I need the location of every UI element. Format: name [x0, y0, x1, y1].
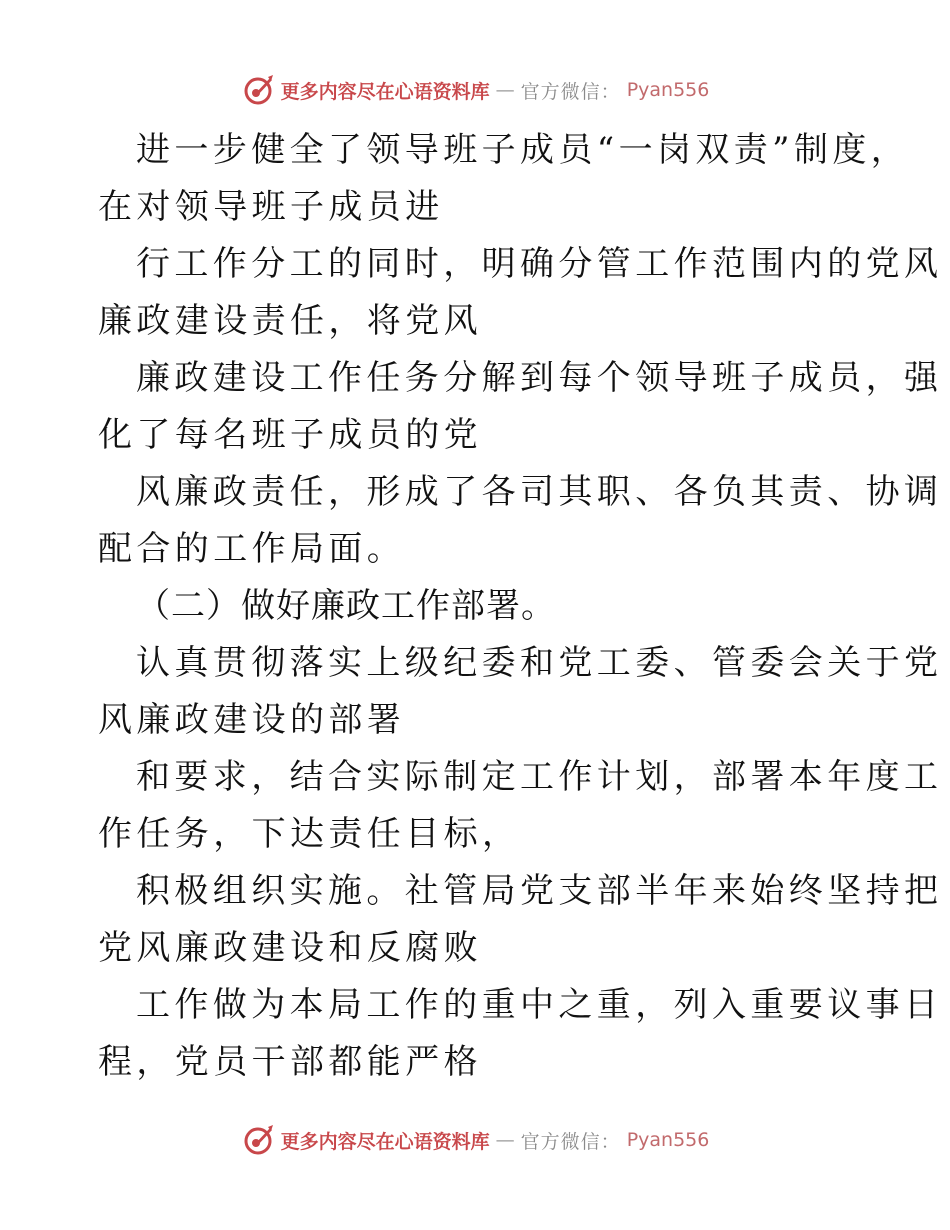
paragraph-line: 行工作分工的同时，明确分管工作范围内的党风 [136, 244, 943, 284]
banner-title: 更多内容尽在心语资料库 [280, 1130, 490, 1153]
banner-wechat-id: Pyan556 [626, 1129, 710, 1151]
paragraph-line: 认真贯彻落实上级纪委和党工委、管委会关于党 [136, 643, 943, 683]
section-heading: （二）做好廉政工作部署。 [136, 586, 556, 626]
paragraph-line: 程，党员干部都能严格 [98, 1042, 482, 1082]
paragraph-line: 进一步健全了领导班子成员“一岗双责”制度， [136, 130, 910, 170]
paragraph [98, 977, 943, 1091]
paragraph-line: 配合的工作局面。 [98, 529, 406, 569]
paragraph-line: 风廉政责任，形成了各司其职、各负其责、协调 [136, 472, 943, 512]
paragraph-line: 党风廉政建设和反腐败 [98, 928, 482, 968]
quill-seal-icon [241, 1123, 275, 1157]
banner-subtitle: 官方微信： [520, 80, 621, 103]
document-body [98, 122, 943, 1091]
paragraph-line: 廉政建设责任，将党风 [98, 301, 482, 341]
quill-seal-icon [241, 73, 275, 107]
banner-title: 更多内容尽在心语资料库 [280, 80, 490, 103]
paragraph [98, 464, 943, 578]
banner-dash: — [495, 79, 515, 101]
paragraph [98, 350, 943, 464]
paragraph [98, 863, 943, 977]
paragraph [98, 236, 943, 350]
paragraph-line: 风廉政建设的部署 [98, 700, 406, 740]
paragraph [98, 749, 943, 863]
paragraph-line: 工作做为本局工作的重中之重，列入重要议事日 [136, 985, 943, 1025]
banner-wechat-id: Pyan556 [626, 79, 710, 101]
paragraph-line: 在对领导班子成员进 [98, 187, 444, 227]
banner-dash: — [495, 1129, 515, 1151]
banner-subtitle: 官方微信： [520, 1130, 621, 1153]
paragraph [98, 635, 943, 749]
paragraph [98, 122, 910, 236]
footer-banner [0, 1120, 950, 1160]
header-banner [0, 70, 950, 110]
paragraph-line: 积极组织实施。社管局党支部半年来始终坚持把 [136, 871, 943, 911]
paragraph-line: 和要求，结合实际制定工作计划，部署本年度工 [136, 757, 943, 797]
paragraph-line: 作任务，下达责任目标， [98, 814, 521, 854]
paragraph-line: 廉政建设工作任务分解到每个领导班子成员，强 [136, 358, 943, 398]
paragraph-line: 化了每名班子成员的党 [98, 415, 482, 455]
